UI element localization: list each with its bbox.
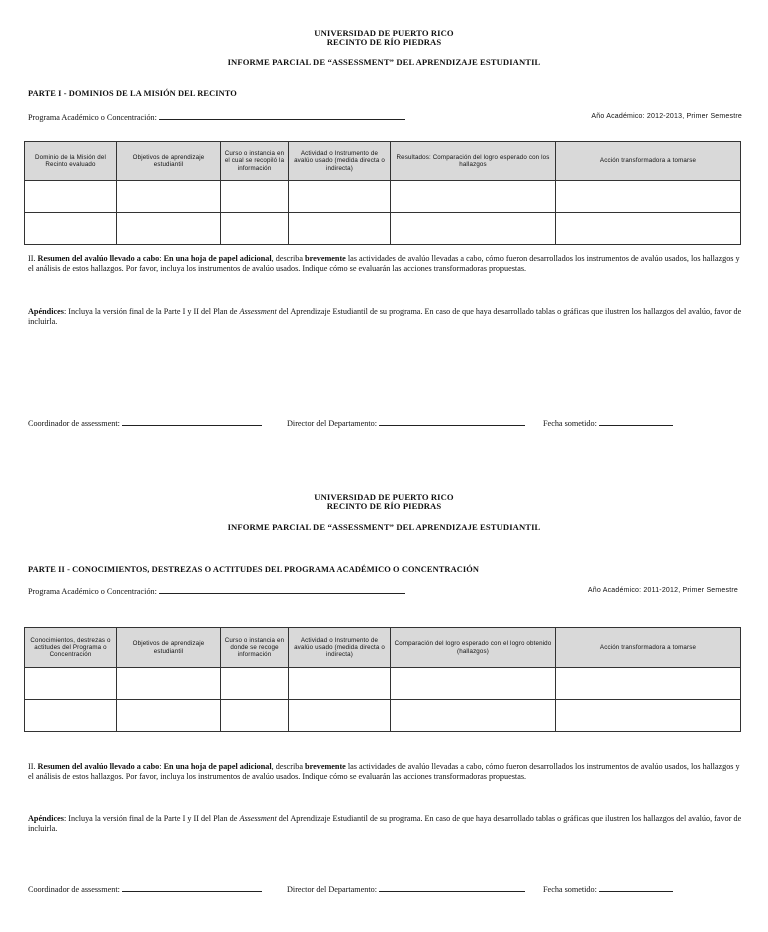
table-row (25, 668, 741, 700)
table-cell[interactable] (556, 668, 741, 700)
apendices-paragraph: Apéndices: Incluya la versión final de la Parte I y II del Plan de Assessment del Aprendizaje Estudiantil de su programa. En caso de que haya desarrollado tablas o gráficas que ilustren los hallazgos del avalúo, favor de incluirla. (28, 814, 742, 833)
assessment-table (24, 627, 741, 732)
table-cell[interactable] (289, 668, 391, 700)
submission-date: Fecha sometido: (543, 883, 673, 894)
table-cell[interactable] (221, 700, 289, 732)
program-field (28, 585, 405, 596)
table-cell[interactable] (221, 181, 289, 213)
table-cell[interactable] (117, 700, 221, 732)
submission-date-line[interactable] (599, 417, 673, 426)
university-name: UNIVERSIDAD DE PUERTO RICO (314, 28, 454, 38)
table-cell[interactable] (221, 213, 289, 245)
campus-name: RECINTO DE RÍO PIEDRAS (326, 37, 442, 47)
director-signature: Director del Departamento: (287, 883, 525, 894)
assessment-table (24, 141, 741, 245)
table-cell[interactable] (391, 700, 556, 732)
coordinator-signature: Coordinador de assessment: (28, 883, 262, 894)
column-header: Objetivos de aprendizaje estudiantil (117, 142, 221, 181)
submission-date: Fecha sometido: (543, 417, 673, 428)
coordinator-signature-line[interactable] (122, 417, 262, 426)
director-signature: Director del Departamento: (287, 417, 525, 428)
report-title: INFORME PARCIAL DE “ASSESSMENT” DEL APRENDIZAJE ESTUDIANTIL (227, 522, 541, 532)
program-input-line[interactable] (159, 585, 405, 594)
table-cell[interactable] (25, 181, 117, 213)
table-row (25, 181, 741, 213)
table-cell[interactable] (391, 213, 556, 245)
campus-name: RECINTO DE RÍO PIEDRAS (326, 501, 442, 511)
program-input-line[interactable] (159, 111, 405, 120)
column-header: Conocimientos, destrezas o actitudes del Programa o Concentración (25, 628, 117, 668)
program-field (28, 111, 405, 122)
resumen-paragraph: II. Resumen del avalúo llevado a cabo: En una hoja de papel adicional, describa brevemente las actividades de avalúo llevadas a cabo, cómo fueron desarrollados los instrumentos de avalúo usados, los hallazgos y el análisis de estos hallazgos. Por favor, incluya los instrumentos de avalúo usados. Indique cómo se evaluarán las acciones transformadoras propuestas. (28, 762, 740, 781)
resumen-paragraph: II. Resumen del avalúo llevado a cabo: En una hoja de papel adicional, describa brevemente las actividades de avalúo llevadas a cabo, cómo fueron desarrollados los instrumentos de avalúo usados, los hallazgos y el análisis de estos hallazgos. Por favor, incluya los instrumentos de avalúo usados. Indique cómo se evaluarán las acciones transformadoras propuestas. (28, 254, 740, 273)
program-label: Programa Académico o Concentración: (28, 113, 157, 122)
table-cell[interactable] (391, 668, 556, 700)
submission-date-line[interactable] (599, 883, 673, 892)
academic-year: Año Académico: 2012-2013, Primer Semestre (591, 113, 742, 120)
table-cell[interactable] (556, 213, 741, 245)
table-cell[interactable] (221, 668, 289, 700)
report-title: INFORME PARCIAL DE “ASSESSMENT” DEL APRENDIZAJE ESTUDIANTIL (227, 57, 541, 67)
column-header: Comparación del logro esperado con el logro obtenido (hallazgos) (391, 628, 556, 668)
section-title: PARTE I - DOMINIOS DE LA MISIÓN DEL RECINTO (28, 89, 237, 98)
table-header-row (25, 628, 741, 668)
table-cell[interactable] (556, 181, 741, 213)
table-row (25, 213, 741, 245)
table-cell[interactable] (289, 213, 391, 245)
director-signature-line[interactable] (379, 417, 525, 426)
table-cell[interactable] (289, 181, 391, 213)
column-header: Acción transformadora a tomarse (556, 142, 741, 181)
apendices-paragraph: Apéndices: Incluya la versión final de la Parte I y II del Plan de Assessment del Aprendizaje Estudiantil de su programa. En caso de que haya desarrollado tablas o gráficas que ilustren los hallazgos del avalúo, favor de incluirla. (28, 307, 742, 326)
coordinator-signature-line[interactable] (122, 883, 262, 892)
column-header: Actividad o Instrumento de avalúo usado (medida directa o indirecta) (289, 628, 391, 668)
table-cell[interactable] (25, 700, 117, 732)
coordinator-signature: Coordinador de assessment: (28, 417, 262, 428)
table-cell[interactable] (391, 181, 556, 213)
academic-year: Año Académico: 2011-2012, Primer Semestre (587, 587, 738, 594)
table-header-row (25, 142, 741, 181)
column-header: Objetivos de aprendizaje estudiantil (117, 628, 221, 668)
table-cell[interactable] (556, 700, 741, 732)
section-title: PARTE II - CONOCIMIENTOS, DESTREZAS O ACTITUDES DEL PROGRAMA ACADÉMICO O CONCENTRACIÓN (28, 565, 479, 574)
table-cell[interactable] (117, 181, 221, 213)
table-cell[interactable] (25, 668, 117, 700)
column-header: Curso o instancia en el cual se recopiló la información (221, 142, 289, 181)
column-header: Actividad o Instrumento de avalúo usado (medida directa o indirecta) (289, 142, 391, 181)
column-header: Resultados: Comparación del logro esperado con los hallazgos (391, 142, 556, 181)
table-row (25, 700, 741, 732)
director-signature-line[interactable] (379, 883, 525, 892)
column-header: Dominio de la Misión del Recinto evaluado (25, 142, 117, 181)
university-name: UNIVERSIDAD DE PUERTO RICO (314, 492, 454, 502)
column-header: Acción transformadora a tomarse (556, 628, 741, 668)
table-cell[interactable] (25, 213, 117, 245)
table-cell[interactable] (117, 668, 221, 700)
table-cell[interactable] (117, 213, 221, 245)
program-label: Programa Académico o Concentración: (28, 587, 157, 596)
column-header: Curso o instancia en donde se recoge información (221, 628, 289, 668)
table-cell[interactable] (289, 700, 391, 732)
